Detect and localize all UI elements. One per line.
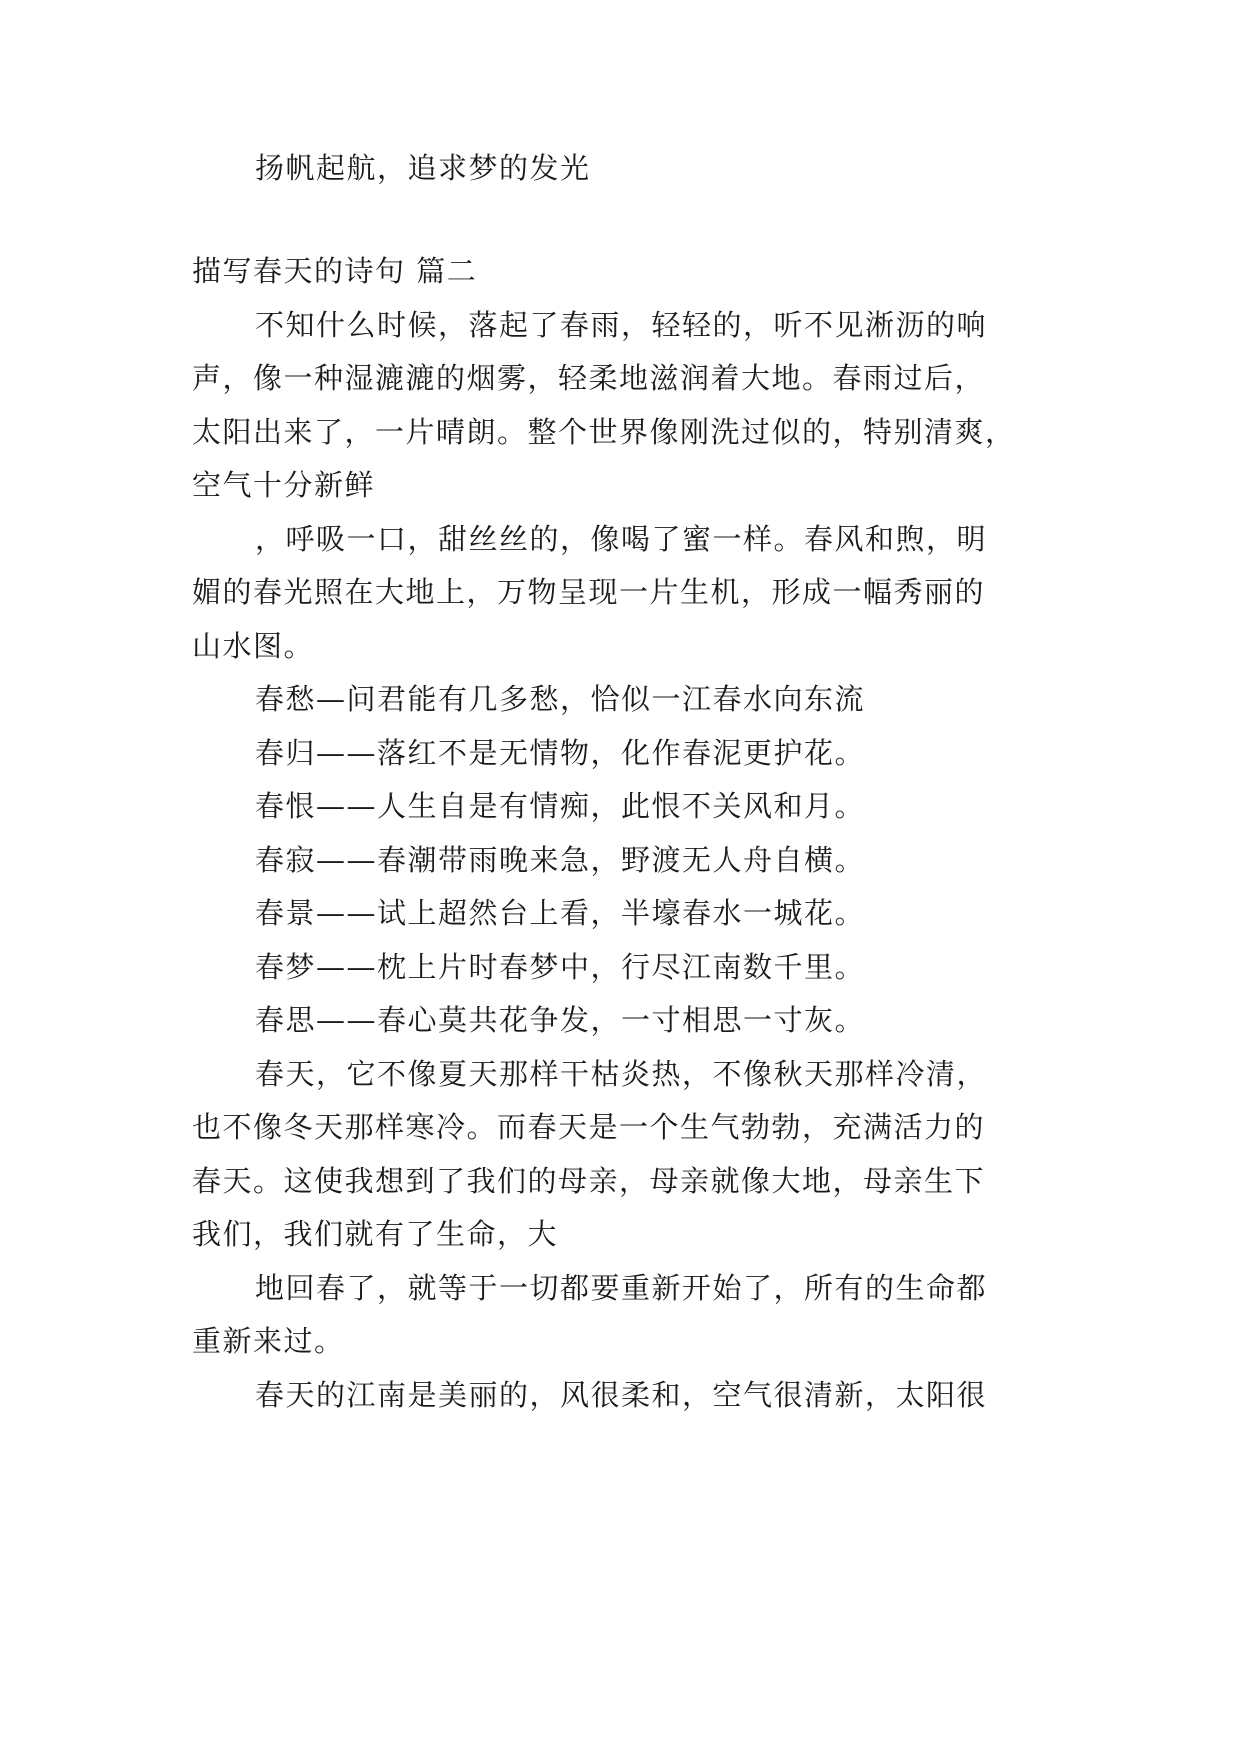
paragraph-line: 春天，它不像夏天那样干枯炎热，不像秋天那样冷清， xyxy=(255,1057,988,1091)
paragraph-line: 春天。这使我想到了我们的母亲，母亲就像大地，母亲生下 xyxy=(192,1164,986,1198)
paragraph-line: 地回春了，就等于一切都要重新开始了，所有的生命都 xyxy=(255,1271,988,1305)
paragraph-line: 重新来过。 xyxy=(192,1324,345,1358)
paragraph-line: ，呼吸一口，甜丝丝的，像喝了蜜一样。春风和煦，明 xyxy=(255,522,988,556)
poem-line: 春思——春心莫共花争发，一寸相思一寸灰。 xyxy=(255,1003,866,1037)
section-heading: 描写春天的诗句 篇二 xyxy=(192,254,478,288)
poem-line: 春景——试上超然台上看，半壕春水一城花。 xyxy=(255,896,866,930)
paragraph-line: 声，像一种湿漉漉的烟雾，轻柔地滋润着大地。春雨过后， xyxy=(192,361,986,395)
poem-line: 春愁—问君能有几多愁，恰似一江春水向东流 xyxy=(255,682,866,716)
paragraph-line: 春天的江南是美丽的，风很柔和，空气很清新，太阳很 xyxy=(255,1378,988,1412)
paragraph-line: 山水图。 xyxy=(192,629,315,663)
text-line-closing: 扬帆起航，追求梦的发光 xyxy=(255,151,591,185)
poem-line: 春梦——枕上片时春梦中，行尽江南数千里。 xyxy=(255,950,866,984)
paragraph-line: 空气十分新鲜 xyxy=(192,468,376,502)
paragraph-line: 也不像冬天那样寒冷。而春天是一个生气勃勃，充满活力的 xyxy=(192,1110,986,1144)
paragraph-line: 媚的春光照在大地上，万物呈现一片生机，形成一幅秀丽的 xyxy=(192,575,986,609)
paragraph-line: 不知什么时候，落起了春雨，轻轻的，听不见淅沥的响 xyxy=(255,308,988,342)
poem-line: 春恨——人生自是有情痴，此恨不关风和月。 xyxy=(255,789,866,823)
poem-line: 春归——落红不是无情物，化作春泥更护花。 xyxy=(255,736,866,770)
paragraph-line: 我们，我们就有了生命，大 xyxy=(192,1217,559,1251)
poem-line: 春寂——春潮带雨晚来急，野渡无人舟自横。 xyxy=(255,843,866,877)
paragraph-line: 太阳出来了，一片晴朗。整个世界像刚洗过似的，特别清爽， xyxy=(192,415,1016,449)
